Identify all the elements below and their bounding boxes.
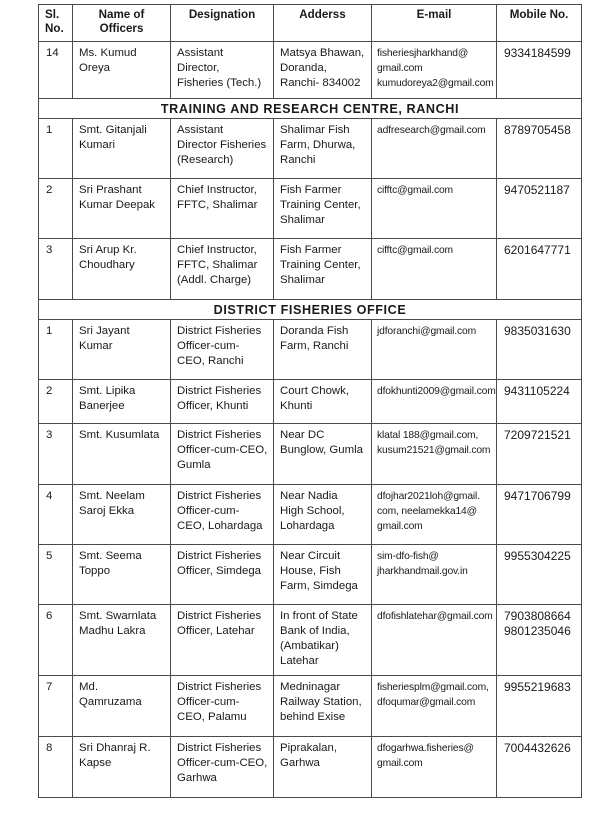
designation-cell xyxy=(171,485,274,545)
cell-line: Farm, Ranchi xyxy=(280,340,349,352)
name-cell xyxy=(73,605,171,676)
cell-line: (Ambatikar) xyxy=(280,640,339,652)
cell-line: sim-dfo-fish@ xyxy=(377,551,439,562)
cell-line: District Fisheries xyxy=(177,550,262,562)
header-email: E-mail xyxy=(372,5,497,42)
section-heading-row xyxy=(39,99,582,119)
cell-line: klatal 188@gmail.com, xyxy=(377,430,479,441)
cell-line: Officer, Simdega xyxy=(177,565,261,577)
email-cell xyxy=(372,737,497,798)
cell-line: Farm, Dhurwa, xyxy=(280,139,356,151)
designation-cell xyxy=(171,42,274,99)
cell-line: Officer-cum-CEO, xyxy=(177,444,268,456)
cell-line: 3 xyxy=(46,244,53,256)
cell-line: Smt. Neelam xyxy=(79,490,145,502)
cell-line: Md. xyxy=(79,681,98,693)
designation-cell xyxy=(171,737,274,798)
cell-line: 6 xyxy=(46,610,53,622)
cell-line: kumudoreya2@gmail.com xyxy=(377,78,494,89)
address-cell xyxy=(274,380,372,424)
officers-table-body xyxy=(39,5,582,798)
cell-line: Shalimar xyxy=(280,274,325,286)
cell-line: Railway Station, xyxy=(280,696,362,708)
cell-line: gmail.com xyxy=(377,63,423,74)
cell-line: 9431105224 xyxy=(504,384,570,398)
mobile-cell xyxy=(497,179,582,239)
cell-line: jdforanchi@gmail.com xyxy=(377,326,477,337)
cell-line: Lohardaga xyxy=(280,520,335,532)
header-mobile: Mobile No. xyxy=(497,5,582,42)
cell-line: gmail.com xyxy=(377,758,423,769)
name-cell xyxy=(73,545,171,605)
address-cell xyxy=(274,424,372,485)
email-cell xyxy=(372,239,497,300)
name-cell xyxy=(73,485,171,545)
cell-line: District Fisheries xyxy=(177,610,262,622)
cell-line: fisheriesplm@gmail.com, xyxy=(377,682,489,693)
name-cell xyxy=(73,239,171,300)
cell-line: District Fisheries xyxy=(177,681,262,693)
cell-line: 9471706799 xyxy=(504,489,571,503)
sl-cell xyxy=(39,676,73,737)
cell-line: Near Nadia xyxy=(280,490,338,502)
cell-line: 3 xyxy=(46,429,53,441)
cell-line: 14 xyxy=(46,47,59,59)
mobile-cell xyxy=(497,485,582,545)
cell-line: Kumar Deepak xyxy=(79,199,155,211)
cell-line: Matsya Bhawan, xyxy=(280,47,365,59)
cell-line: Madhu Lakra xyxy=(79,625,146,637)
designation-cell xyxy=(171,605,274,676)
mobile-cell xyxy=(497,239,582,300)
cell-line: 8 xyxy=(46,742,53,754)
cell-line: Director Fisheries xyxy=(177,139,267,151)
name-cell xyxy=(73,737,171,798)
table-row xyxy=(39,119,582,179)
email-cell xyxy=(372,320,497,380)
designation-cell xyxy=(171,676,274,737)
cell-line: 9955219683 xyxy=(504,680,571,694)
email-cell xyxy=(372,605,497,676)
cell-line: Bunglow, Gumla xyxy=(280,444,363,456)
header-address: Adderss xyxy=(274,5,372,42)
header-name: Name of Officers xyxy=(73,5,171,42)
table-row xyxy=(39,424,582,485)
address-cell xyxy=(274,119,372,179)
cell-line: Garhwa xyxy=(280,757,320,769)
sl-cell xyxy=(39,239,73,300)
mobile-cell xyxy=(497,424,582,485)
cell-line: FFTC, Shalimar xyxy=(177,259,258,271)
header-sl-no: Sl. No. xyxy=(39,5,73,42)
cell-line: 5 xyxy=(46,550,53,562)
cell-line: Kumari xyxy=(79,139,116,151)
mobile-cell xyxy=(497,42,582,99)
cell-line: Piprakalan, xyxy=(280,742,337,754)
cell-line: Gumla xyxy=(177,459,211,471)
cell-line: Choudhary xyxy=(79,259,135,271)
designation-cell xyxy=(171,320,274,380)
cell-line: Assistant xyxy=(177,124,224,136)
sl-cell xyxy=(39,42,73,99)
cell-line: Officer-cum-CEO, xyxy=(177,757,268,769)
mobile-cell xyxy=(497,380,582,424)
cell-line: Training Center, xyxy=(280,259,361,271)
cell-line: Chief Instructor, xyxy=(177,184,257,196)
cell-line: Officer-cum- xyxy=(177,696,240,708)
cell-line: dfogarhwa.fisheries@ xyxy=(377,743,474,754)
cell-line: Smt. Gitanjali xyxy=(79,124,147,136)
table-row xyxy=(39,380,582,424)
officers-table xyxy=(38,4,582,798)
cell-line: Sri Dhanraj R. xyxy=(79,742,151,754)
name-cell xyxy=(73,424,171,485)
table-row xyxy=(39,485,582,545)
mobile-cell xyxy=(497,605,582,676)
cell-line: 6201647771 xyxy=(504,243,571,257)
cell-line: Assistant xyxy=(177,47,224,59)
cell-line: District Fisheries xyxy=(177,490,262,502)
table-row xyxy=(39,179,582,239)
address-cell xyxy=(274,179,372,239)
table-row xyxy=(39,239,582,300)
cell-line: FFTC, Shalimar xyxy=(177,199,258,211)
cell-line: Fish Farmer xyxy=(280,184,342,196)
cell-line: dfoqumar@gmail.com xyxy=(377,697,476,708)
address-cell xyxy=(274,320,372,380)
cell-line: Oreya xyxy=(79,62,111,74)
sl-cell xyxy=(39,179,73,239)
cell-line: In front of State xyxy=(280,610,358,622)
table-row xyxy=(39,545,582,605)
cell-line: 9470521187 xyxy=(504,183,570,197)
address-cell xyxy=(274,545,372,605)
address-cell xyxy=(274,485,372,545)
cell-line: Bank of India, xyxy=(280,625,350,637)
address-cell xyxy=(274,42,372,99)
name-cell xyxy=(73,42,171,99)
cell-line: Shalimar Fish xyxy=(280,124,350,136)
cell-line: kusum21521@gmail.com xyxy=(377,445,491,456)
cell-line: Fish Farmer xyxy=(280,244,342,256)
table-row xyxy=(39,605,582,676)
sl-cell xyxy=(39,380,73,424)
name-cell xyxy=(73,320,171,380)
cell-line: Chief Instructor, xyxy=(177,244,257,256)
email-cell xyxy=(372,545,497,605)
cell-line: 7209721521 xyxy=(504,428,571,442)
cell-line: Toppo xyxy=(79,565,111,577)
email-cell xyxy=(372,42,497,99)
cell-line: 9955304225 xyxy=(504,549,571,563)
table-row xyxy=(39,42,582,99)
sl-cell xyxy=(39,605,73,676)
cell-line: Smt. Lipika xyxy=(79,385,136,397)
cell-line: CEO, Palamu xyxy=(177,711,247,723)
name-cell xyxy=(73,119,171,179)
cell-line: 9835031630 xyxy=(504,324,571,338)
sl-cell xyxy=(39,320,73,380)
designation-cell xyxy=(171,424,274,485)
cell-line: Fisheries (Tech.) xyxy=(177,77,262,89)
cell-line: Ranchi- 834002 xyxy=(280,77,361,89)
cell-line: District Fisheries xyxy=(177,429,262,441)
cell-line: Sri Jayant xyxy=(79,325,130,337)
mobile-cell xyxy=(497,737,582,798)
section-heading-row xyxy=(39,300,582,320)
cell-line: 4 xyxy=(46,490,53,502)
cell-line: 2 xyxy=(46,385,53,397)
table-row xyxy=(39,737,582,798)
cell-line: 7903808664 xyxy=(504,609,571,623)
cell-line: Doranda, xyxy=(280,62,327,74)
address-cell xyxy=(274,676,372,737)
mobile-cell xyxy=(497,119,582,179)
cell-line: Khunti xyxy=(280,400,313,412)
cell-line: Director, xyxy=(177,62,220,74)
mobile-cell xyxy=(497,676,582,737)
cell-line: cifftc@gmail.com xyxy=(377,245,453,256)
cell-line: Sri Arup Kr. xyxy=(79,244,137,256)
designation-cell xyxy=(171,545,274,605)
cell-line: House, Fish xyxy=(280,565,341,577)
mobile-cell xyxy=(497,545,582,605)
cell-line: com, neelamekka14@ xyxy=(377,506,477,517)
table-row xyxy=(39,320,582,380)
cell-line: Near DC xyxy=(280,429,325,441)
cell-line: CEO, Ranchi xyxy=(177,355,244,367)
name-cell xyxy=(73,380,171,424)
cell-line: jharkhandmail.gov.in xyxy=(377,566,468,577)
section-title: DISTRICT FISHERIES OFFICE xyxy=(39,300,582,320)
email-cell xyxy=(372,179,497,239)
address-cell xyxy=(274,605,372,676)
cell-line: 8789705458 xyxy=(504,123,571,137)
cell-line: Qamruzama xyxy=(79,696,142,708)
header-row xyxy=(39,5,582,42)
address-cell xyxy=(274,737,372,798)
cell-line: Training Center, xyxy=(280,199,361,211)
cell-line: Officer-cum- xyxy=(177,340,240,352)
cell-line: Latehar xyxy=(280,655,319,667)
cell-line: cifftc@gmail.com xyxy=(377,185,453,196)
cell-line: District Fisheries xyxy=(177,385,262,397)
sl-cell xyxy=(39,485,73,545)
cell-line: dfojhar2021loh@gmail. xyxy=(377,491,480,502)
designation-cell xyxy=(171,380,274,424)
cell-line: 2 xyxy=(46,184,53,196)
designation-cell xyxy=(171,179,274,239)
cell-line: Ms. Kumud xyxy=(79,47,137,59)
cell-line: behind Exise xyxy=(280,711,346,723)
section-title: TRAINING AND RESEARCH CENTRE, RANCHI xyxy=(39,99,582,119)
cell-line: dfokhunti2009@gmail.com xyxy=(377,386,496,397)
cell-line: Sri Prashant xyxy=(79,184,142,196)
table-row xyxy=(39,676,582,737)
email-cell xyxy=(372,119,497,179)
cell-line: 9334184599 xyxy=(504,46,571,60)
cell-line: 1 xyxy=(46,124,53,136)
mobile-cell xyxy=(497,320,582,380)
cell-line: 7 xyxy=(46,681,53,693)
cell-line: Court Chowk, xyxy=(280,385,350,397)
cell-line: Smt. Seema xyxy=(79,550,142,562)
cell-line: Farm, Simdega xyxy=(280,580,358,592)
cell-line: 7004432626 xyxy=(504,741,571,755)
sl-cell xyxy=(39,737,73,798)
sl-cell xyxy=(39,424,73,485)
email-cell xyxy=(372,676,497,737)
cell-line: High School, xyxy=(280,505,345,517)
cell-line: fisheriesjharkhand@ xyxy=(377,48,469,59)
cell-line: CEO, Lohardaga xyxy=(177,520,263,532)
email-cell xyxy=(372,485,497,545)
cell-line: Banerjee xyxy=(79,400,125,412)
cell-line: Medninagar xyxy=(280,681,341,693)
cell-line: adfresearch@gmail.com xyxy=(377,125,486,136)
cell-line: Near Circuit xyxy=(280,550,341,562)
cell-line: Shalimar xyxy=(280,214,325,226)
sl-cell xyxy=(39,119,73,179)
cell-line: Kapse xyxy=(79,757,112,769)
cell-line: Doranda Fish xyxy=(280,325,349,337)
cell-line: 9801235046 xyxy=(504,624,571,638)
cell-line: District Fisheries xyxy=(177,325,262,337)
cell-line: Kumar xyxy=(79,340,113,352)
designation-cell xyxy=(171,239,274,300)
cell-line: Officer, Khunti xyxy=(177,400,249,412)
sl-cell xyxy=(39,545,73,605)
name-cell xyxy=(73,676,171,737)
email-cell xyxy=(372,424,497,485)
cell-line: Smt. Kusumlata xyxy=(79,429,160,441)
designation-cell xyxy=(171,119,274,179)
cell-line: Garhwa xyxy=(177,772,217,784)
address-cell xyxy=(274,239,372,300)
cell-line: Officer, Latehar xyxy=(177,625,255,637)
cell-line: 1 xyxy=(46,325,53,337)
cell-line: gmail.com xyxy=(377,521,423,532)
cell-line: Ranchi xyxy=(280,154,316,166)
cell-line: (Research) xyxy=(177,154,234,166)
cell-line: Saroj Ekka xyxy=(79,505,135,517)
name-cell xyxy=(73,179,171,239)
header-designation: Designation xyxy=(171,5,274,42)
cell-line: Officer-cum- xyxy=(177,505,240,517)
cell-line: Smt. Swarnlata xyxy=(79,610,157,622)
cell-line: District Fisheries xyxy=(177,742,262,754)
cell-line: dfofishlatehar@gmail.com xyxy=(377,611,493,622)
email-cell xyxy=(372,380,497,424)
cell-line: (Addl. Charge) xyxy=(177,274,252,286)
